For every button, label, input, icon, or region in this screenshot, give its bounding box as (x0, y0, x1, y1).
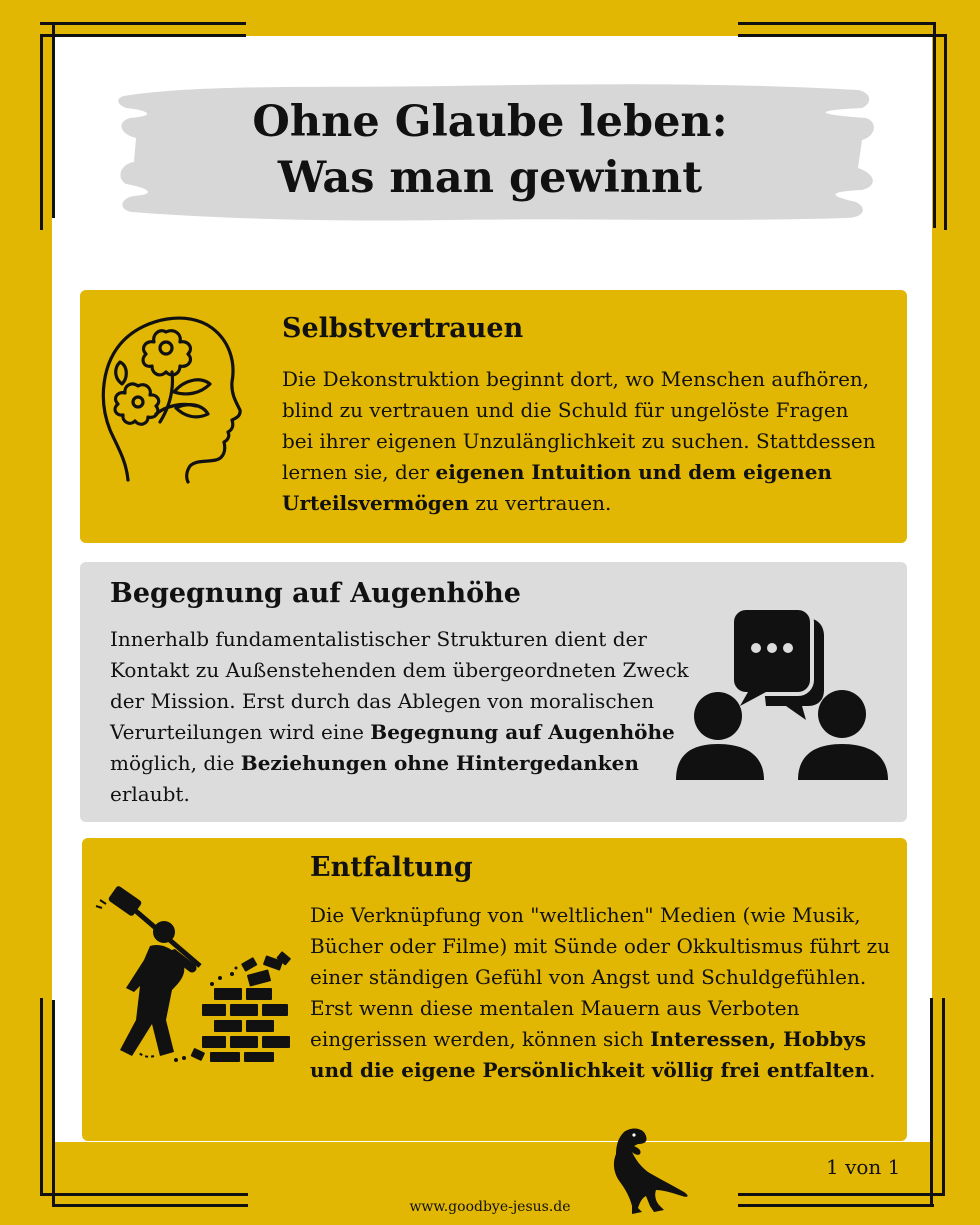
website-url[interactable]: www.goodbye-jesus.de (409, 1199, 571, 1215)
section-text: Die Verknüpfung von "weltlichen" Medien (wie Musik, Bücher oder Filme) mit Sünde oder Okkultismus führt zu einer ständigen Gefühl von Angst und Schuldgefühlen. Erst wenn diese mentalen Mauern aus Verboten eingerissen werden, können sich Interessen, Hobbys und die eigene Persönlichkeit völlig frei entfalten. (310, 903, 891, 1082)
card-selbstvertrauen (80, 290, 907, 543)
conversation-icon (674, 606, 894, 782)
section-heading: Entfaltung (310, 852, 473, 883)
card-entfaltung (82, 838, 907, 1141)
card-begegnung (80, 562, 907, 822)
section-heading: Selbstvertrauen (282, 313, 524, 344)
head-flower-icon (100, 310, 245, 485)
wall-breaking-icon (92, 880, 294, 1070)
section-text: Innerhalb fundamentalistischer Strukturen dient der Kontakt zu Außenstehenden dem übergeordneten Zweck der Mission. Erst durch das Ablegen von moralischen Verurteilungen wird eine Begegnung auf Augenhöhe möglich, die Beziehungen ohne Hintergedanken erlaubt. (110, 627, 689, 806)
page-number: 1 von 1 (826, 1155, 901, 1179)
section-heading: Begegnung auf Augenhöhe (110, 578, 521, 609)
section-text: Die Dekonstruktion beginnt dort, wo Menschen aufhören, blind zu vertrauen und die Schuld für ungelöste Fragen bei ihrer eigenen Unzulänglichkeit zu suchen. Stattdessen lernen sie, der eigenen Intuition und dem eigenen Urteilsvermögen zu vertrauen. (282, 367, 876, 515)
page-title (0, 94, 980, 206)
title-line-2: Was man gewinnt (277, 153, 703, 203)
title-line-1: Ohne Glaube leben: (252, 97, 728, 147)
